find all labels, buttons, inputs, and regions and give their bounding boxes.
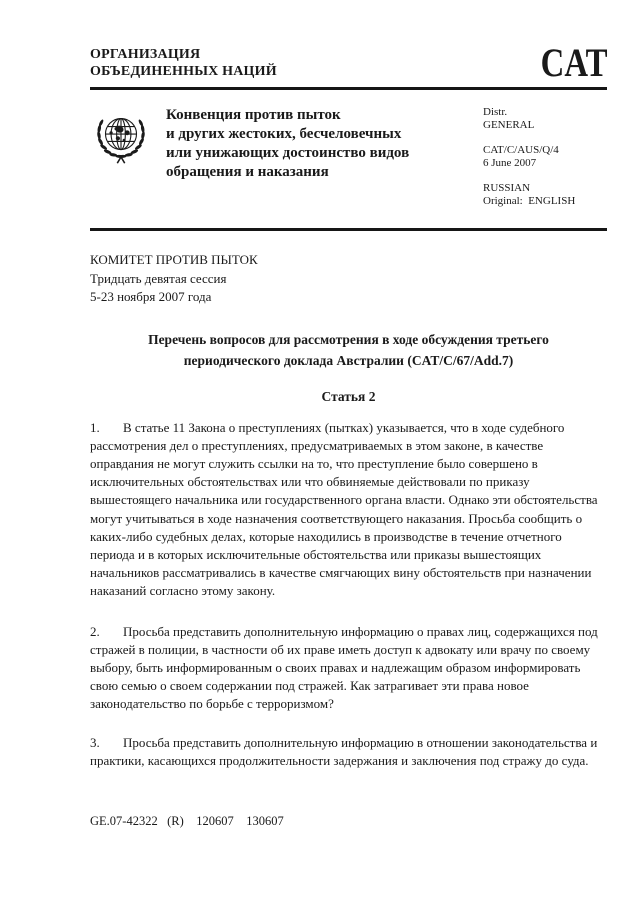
session-block xyxy=(90,251,607,307)
un-emblem-icon xyxy=(90,108,152,170)
document-title: Перечень вопросов для рассмотрения в ходе обсуждения третьего периодического доклада Австралии (CAT/C/67/Add.7) xyxy=(148,331,549,368)
spacer xyxy=(483,170,607,182)
document-series-symbol: CAT xyxy=(540,40,607,85)
spacer xyxy=(483,132,607,144)
distr-label: Distr. xyxy=(483,106,508,118)
header-divider-top xyxy=(90,87,607,90)
paragraph-number: 2. xyxy=(90,623,100,639)
session-number: Тридцать девятая сессия xyxy=(90,270,227,286)
document-language: RUSSIAN xyxy=(483,182,531,194)
article-heading: Статья 2 xyxy=(321,388,376,404)
paragraph-text: Просьба представить дополнительную информацию о правах лиц, содержащихся под стражей в полиции, в частности об их праве иметь доступ к адвокату или врачу по своему выбору, быть информированным о своих правах и надлежащим образом информировать свою семью о своем содержании под стражей. Как затрагивает эти права новое законодательство по борьбе с терроризмом? xyxy=(90,623,598,712)
document-header xyxy=(90,106,607,210)
convention-title-line: и других жестоких, бесчеловечных xyxy=(166,126,402,142)
org-name-line1: ОРГАНИЗАЦИЯ xyxy=(90,47,201,62)
header-divider-bottom xyxy=(90,228,607,231)
convention-title-line: или унижающих достоинство видов xyxy=(166,145,410,161)
distribution-block xyxy=(483,106,607,210)
paragraph-number: 1. xyxy=(90,419,100,435)
document-number: CAT/C/AUS/Q/4 xyxy=(483,144,559,156)
org-name-line2: ОБЪЕДИНЕННЫХ НАЦИЙ xyxy=(90,64,277,79)
document-body xyxy=(90,329,607,770)
convention-title-line: Конвенция против пыток xyxy=(166,107,341,123)
paragraph-3 xyxy=(90,734,607,770)
distr-type: GENERAL xyxy=(483,119,535,131)
original-language: Original: ENGLISH xyxy=(483,195,576,207)
committee-name: КОМИТЕТ ПРОТИВ ПЫТОК xyxy=(90,252,258,267)
convention-title xyxy=(166,106,466,210)
session-dates: 5-23 ноября 2007 года xyxy=(90,289,212,304)
paragraph-1 xyxy=(90,419,607,601)
paragraph-text: Просьба представить дополнительную информацию в отношении законодательства и практики, касающихся продолжительности задержания и заключения под стражу до суда. xyxy=(90,734,598,768)
paragraph-2 xyxy=(90,623,607,714)
masthead xyxy=(90,40,607,85)
paragraph-number: 3. xyxy=(90,734,100,750)
convention-title-line: обращения и наказания xyxy=(166,164,329,180)
document-date: 6 June 2007 xyxy=(483,157,537,169)
un-organization-name xyxy=(90,46,277,80)
document-reference-footer: GE.07-42322 (R) 120607 130607 xyxy=(90,814,284,828)
paragraph-text: В статье 11 Закона о преступлениях (пытках) указывается, что в ходе судебного рассмотрения дел о преступлениях, предусматриваемых в этом законе, в качестве оправдания не могут служить ссылки на то, что преступление было совершено в исключительных обстоятельствах или что обвиняемые действовали по приказу вышестоящего начальника или государственного органа власти. Однако эти обстоятельства могут учитываться в ходе назначения соответствующего наказания. Просьба сообщить о каких-либо судебных делах, которые находились в производстве в течение отчетного периода и в которых исключительные обстоятельства или приказы вышестоящих начальников рассматривались в качестве смягчающих вину обстоятельств при назначении наказаний согласно этому закону. xyxy=(90,419,598,599)
